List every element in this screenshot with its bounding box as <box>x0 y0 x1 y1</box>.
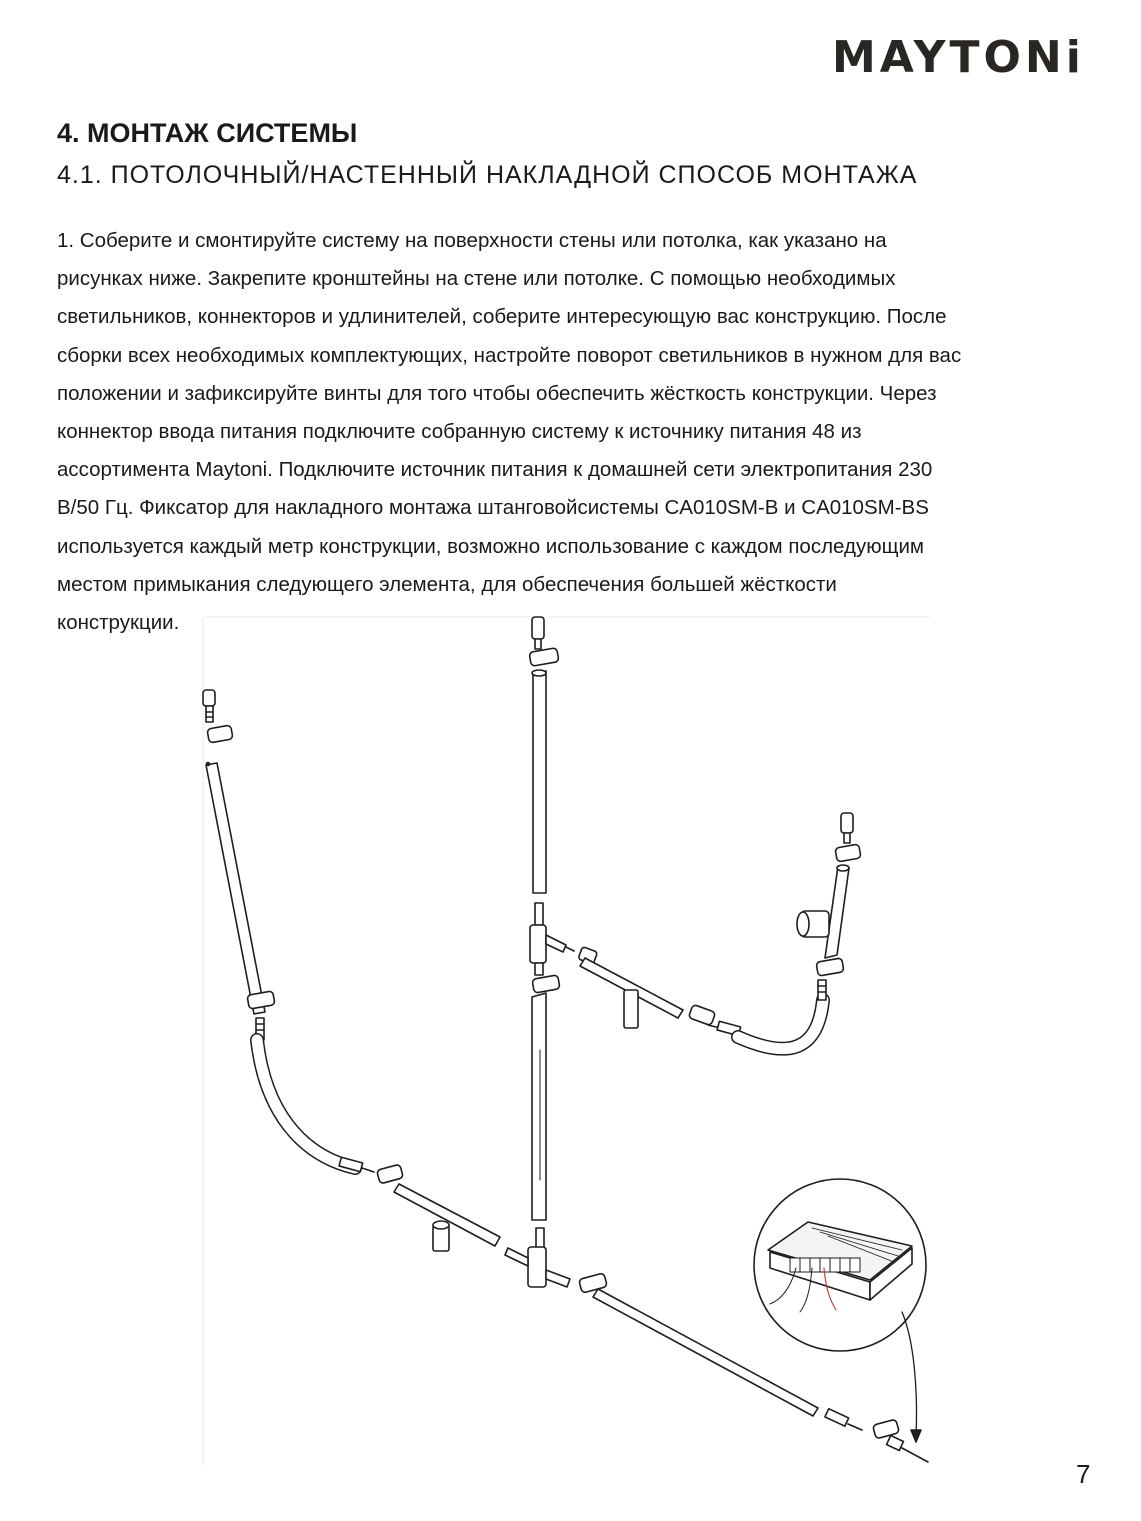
detail-pointer-arrow <box>902 1312 916 1436</box>
page-number: 7 <box>1076 1459 1091 1489</box>
instruction-line: конструкции. <box>57 611 180 635</box>
power-cable-end <box>887 1436 928 1462</box>
top-bracket <box>529 648 559 667</box>
spotlight-head <box>797 911 829 937</box>
detail-arrowhead <box>911 1430 921 1442</box>
bottom-left-bracket <box>377 1164 404 1184</box>
instruction-line: В/50 Гц. Фиксатор для накладного монтажа штанговойсистемы CA010SM-B и CA010SM-BS <box>57 496 929 520</box>
right-upper-bracket <box>816 958 844 976</box>
right-top-bracket <box>835 844 861 862</box>
left-slanted-rod <box>206 763 265 1014</box>
right-t-lamp <box>624 990 638 1028</box>
lower-long-bracket <box>579 1273 608 1293</box>
power-feed-connector <box>825 1409 862 1430</box>
instruction-line: рисунках ниже. Закрепите кронштейны на стене или потолке. С помощью необходимых <box>57 267 896 291</box>
lower-t-connector <box>505 1228 570 1287</box>
lower-vertical-rod <box>532 993 546 1220</box>
instruction-line: коннектор ввода питания подключите собранную систему к источнику питания 48 из <box>57 420 862 444</box>
maytoni-logo: MAYTONi <box>832 32 1085 83</box>
power-supply-detail <box>754 1179 926 1351</box>
upper-t-connector <box>530 903 574 975</box>
right-arm-bracket <box>688 1004 715 1025</box>
instruction-line: 1. Соберите и смонтируйте систему на поверхности стены или потолка, как указано на <box>57 229 887 252</box>
instruction-line: ассортимента Maytoni. Подключите источник питания к домашней сети электропитания 230 <box>57 458 933 482</box>
top-ceiling-screw <box>532 617 544 649</box>
instruction-line: сборки всех необходимых комплектующих, настройте поворот светильников в нужном для вас <box>57 343 962 367</box>
right-ceiling-screw <box>841 813 853 843</box>
instruction-line: местом примыкания следующего элемента, для обеспечения большей жёсткости <box>57 572 837 596</box>
section-subtitle: 4.1. ПОТОЛОЧНЫЙ/НАСТЕННЫЙ НАКЛАДНОЙ СПОСОБ МОНТАЖА <box>57 161 918 189</box>
instruction-line: положении и зафиксируйте винты для того чтобы обеспечить жёсткость конструкции. Через <box>57 381 937 405</box>
instruction-line: светильников, коннекторов и удлинителей, соберите интересующую вас конструкцию. После <box>57 305 947 329</box>
left-top-bracket <box>207 725 233 743</box>
left-ceiling-screw <box>203 690 215 722</box>
middle-bracket <box>532 975 560 993</box>
right-upper-connector <box>818 980 826 1000</box>
upper-vertical-rod <box>533 671 546 893</box>
instruction-line: используется каждый метр конструкции, возможно использование с каждом последующим <box>57 534 924 558</box>
section-title: 4. МОНТАЖ СИСТЕМЫ <box>57 118 358 148</box>
power-feed-bracket <box>873 1419 900 1439</box>
